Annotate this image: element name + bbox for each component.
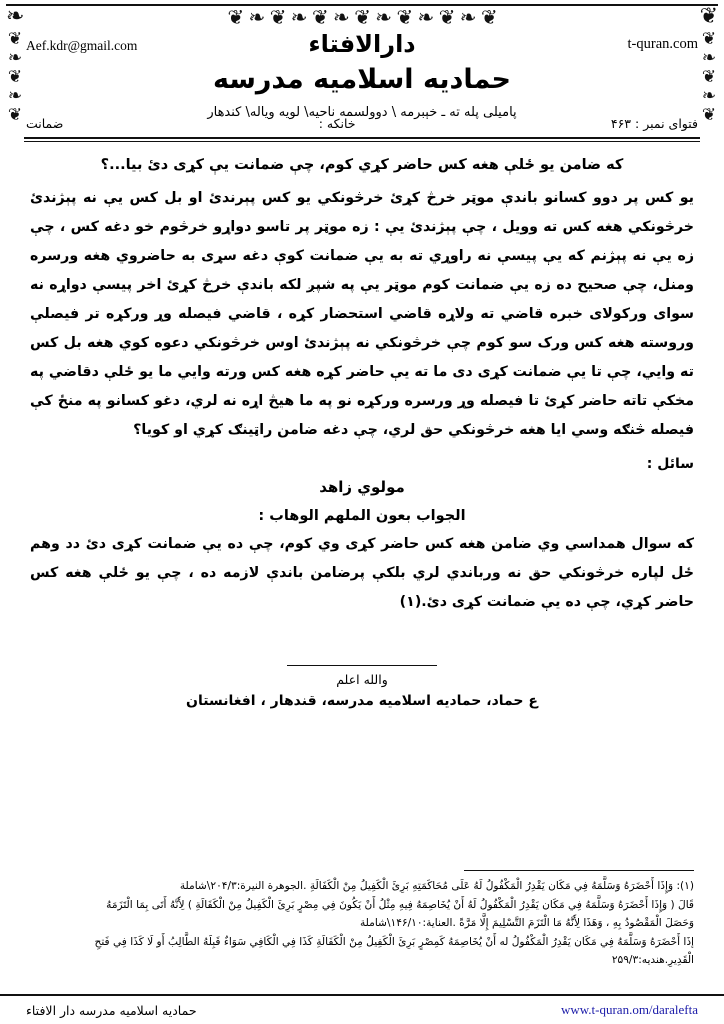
- question-text: یو کس پر دوو کسانو باندې موټر خرڅ کړئ خرڅونکي یو کس پېرندئ او بل کس یې نه پېژندئ خرڅونکي هغه کس ته وویل ، چې پېژندئ یې : زه موټر پر تاسو دواړو خرڅوم خو دغه کس ، چې زه یې نه پېژنم که یې پیسې نه راوړي ته به یې ضمانت کوې دغه سړی به حاضروي هغه ورسره ومنل، چې صحیح ده زه یې ضمانت کوم موټر یې په شپږ لکه باندې خرڅ کړئ اخر پیسې دواړه نه سوای ورکولای خبره قاضي ته ولاړه قاضي استحضار کړه ، قاضي فیصله وړ ورکړه تر فیصلې وروسته هغه کس ورک سو کوم چې خرڅونکي نه پېژندئ اوس خرڅونکي دعوه کوي هغه بل کس ته وایي، چې تا یې ضمانت کړی دی ما ته یې حاضر کړه هغه کس ورته وایي ما یو ځلې دقاضي په مخکې تاته حاضر کړئ تا فیصله وړ ورسره ورکړه نو په ما هیڅ اړه نه لري، دغو کسانو په منځ کې فیصله څنګه وسي ایا هغه خرڅونکي حق لري، چې دغه ضامن راټینګ کړي او کویا؟: [30, 189, 694, 439]
- footnote-line-4: إذَا أَحْضَرَهُ وَسَلَّمَهُ فِي مَكَان يَقْدِرُ الْمَكْفُولُ له أَنْ يُخَاصِمَهُ كَمِصْرٍ بَرِئَ الْكَفِيلُ مِنْ الْكَفَالَةِ كَذَا فِي الْكَافِي سَوَاءٌ قَبِلَهُ الطَّالِبُ أَو لَا كَذَا فِي فَتحِ: [94, 935, 694, 948]
- question-heading: که ضامن یو ځلې هغه کس حاضر کړي کوم، چې ضمانت یې کړی دئ بیا...؟: [100, 157, 624, 173]
- header-divider-secondary: [24, 141, 700, 142]
- answer-text: که سوال همداسي وي ضامن هغه کس حاضر کړی وي کوم، چې ده یې ضمانت کړی دئ دد وهم ځل لپاره خرڅونکي حق نه ورباندي لري بلکې پرضامن باندې لازمه ده ، چې یو ځلې هغه کس حاضر کړي، چې ده یې ضمانت کړی دئ.(۱): [30, 535, 694, 610]
- footnote-line-1: (۱): وَإِذَا أَحْضَرَهُ وَسَلَّمَهُ فِي مَكَان يَقْدِرُ الْمَكْفُولُ لَهُ عَلَى مُحَاكَمَتِهِ بَرِئَ الْكَفِيلُ مِنْ الْكَفَالَةِ .الجوهرة النیرة:۲۰۴/۳\شاملة: [179, 880, 694, 893]
- signature-divider: [287, 665, 437, 666]
- footer-url-link[interactable]: www.t-quran.om/daralefta: [560, 1002, 698, 1017]
- signature-author: ع حماد، حمادیه اسلامیه مدرسه، قندهار ، افغانستان: [186, 692, 538, 709]
- signature-phrase: والله اعلم: [336, 671, 388, 687]
- footnote-line-5: الْقَدِيرِ.هندیه:۲۵۹/۳: [611, 954, 694, 967]
- ornament-side-right-icon: ❦ ❧ ❦ ❧ ❦: [701, 29, 717, 125]
- header-divider: [24, 137, 700, 139]
- website-url: t-quran.com: [627, 36, 698, 52]
- institution-name: حمادیه اسلامیه مدرسه: [212, 64, 512, 95]
- contact-email: Aef.kdr@gmail.com: [26, 38, 138, 53]
- ornament-corner-left-icon: ❧: [6, 4, 25, 29]
- footer-institution-name: حمادیه اسلامیه مدرسه دار الافتاء: [26, 1002, 197, 1018]
- footnote-divider: [464, 870, 694, 871]
- ornament-side-left-icon: ❦ ❧ ❦ ❧ ❦: [7, 29, 23, 125]
- answer-heading: الجواب بعون الملهم الوهاب :: [258, 507, 466, 524]
- footnote-line-2: قَالَ ( وَإِذَا أَحْضَرَهُ وَسَلَّمَهُ فِي مَكَان يَقْدِرُ الْمَكْفُولُ لَهُ أَنْ يُخَاصِمَهُ فِيهِ مِثْلُ أَنْ يَكُونَ فِي مِصْرٍ بَرِئَ الْكَفِيلُ مِنْ الْكَفَالَةِ ) لِأَنَّهُ أَتَى بِمَا الْتَزَمَهُ: [106, 898, 694, 911]
- asker-label: سائل :: [646, 455, 694, 472]
- document-body: [30, 152, 694, 709]
- signature-block: [30, 665, 694, 709]
- institution-address: پامیلی پله ته ـ خېبرمه \ دوولسمه ناحیه\ لویه ویاله\ کندهار: [207, 105, 517, 120]
- category-label: ضمانت: [26, 116, 64, 131]
- meta-row: [26, 116, 698, 131]
- footnote-line-3: وَحَصَلَ الْمَقْصُودُ بِهِ ، وَهَذَا لِأَنَّهُ مَا الْتَزَمَ التَّسْلِيمَ إِلَّا مَرَّةً .العنایة:۱۴۶/۱۰\شاملة: [359, 917, 694, 930]
- ornament-top-center-icon: ❦ ❧ ❦ ❧ ❦ ❧ ❦ ❧ ❦ ❧ ❦ ❧ ❦: [227, 5, 497, 29]
- ornament-corner-right-icon: ❦: [699, 4, 718, 29]
- asker-name: مولوي زاهد: [319, 477, 405, 496]
- top-ornament-border: [6, 4, 718, 32]
- fatwa-number: فتوای نمبر : ۴۶۳: [610, 116, 698, 131]
- file-label: خانکه :: [318, 116, 356, 131]
- document-footer: [0, 994, 724, 1024]
- page-title: دارالافتاء: [308, 30, 416, 58]
- footnotes-block: [30, 870, 694, 970]
- document-header: [26, 30, 698, 120]
- footnote-text: [30, 877, 694, 970]
